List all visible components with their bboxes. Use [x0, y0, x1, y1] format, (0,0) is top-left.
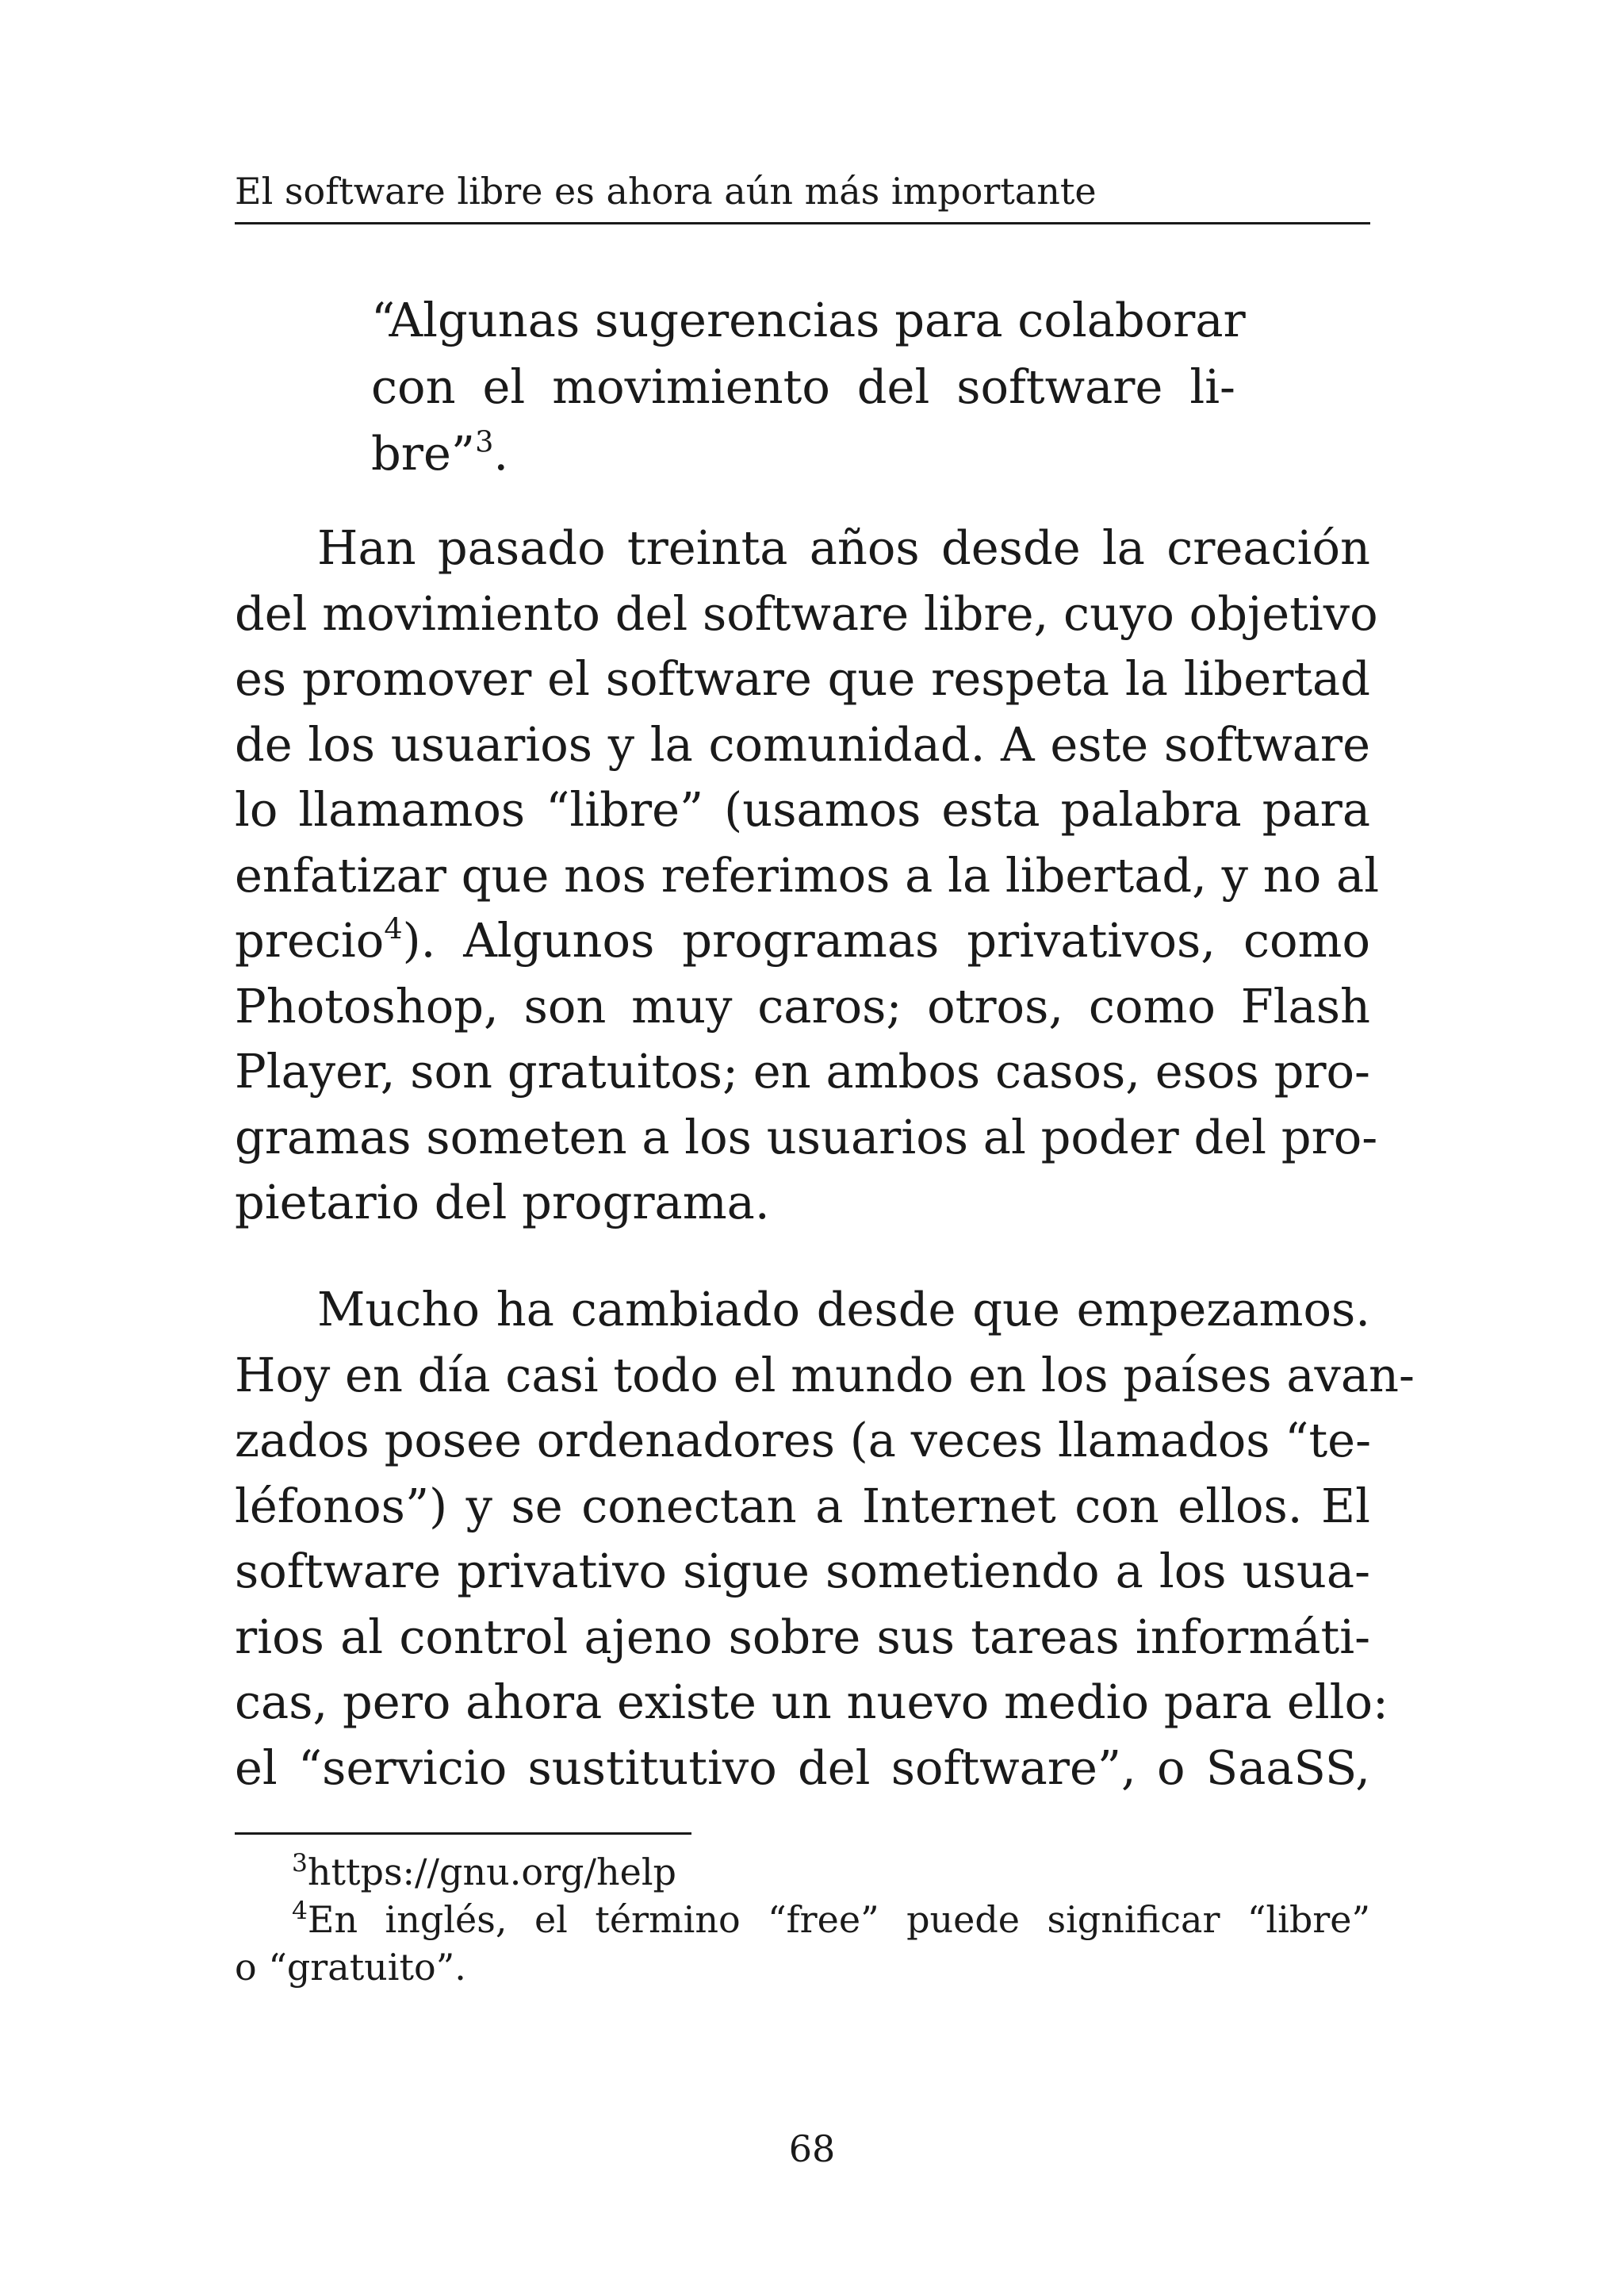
quote-line-text: bre”	[371, 426, 476, 481]
quote-line: con el movimiento del software li-	[371, 359, 1235, 414]
header-rule	[235, 222, 1370, 224]
paragraph-line: gramas someten a los usuarios al poder del pro-	[235, 1109, 1378, 1164]
footnote-link[interactable]: https://gnu.org/help	[307, 1851, 677, 1893]
paragraph-line: es promover el software que respeta la libertad	[235, 651, 1370, 706]
footnote-3	[235, 1848, 1370, 1896]
paragraph-line: software privativo sigue sometiendo a los usua-	[235, 1544, 1370, 1598]
paragraph-line: Han pasado treinta años desde la creación	[317, 520, 1370, 575]
footnote-4	[235, 1896, 1370, 1943]
paragraph-2	[235, 1277, 1415, 1801]
paragraph-line: Hoy en día casi todo el mundo en los países avan-	[235, 1347, 1415, 1402]
paragraph-line: lo llamamos “libre” (usamos esta palabra para	[235, 782, 1370, 837]
footnote-mark: 3	[292, 1848, 308, 1878]
paragraph-line-text: precio	[235, 913, 385, 968]
quote-line	[371, 420, 1235, 487]
paragraph-line: del movimiento del software libre, cuyo objetivo	[235, 585, 1378, 641]
paragraph-line: de los usuarios y la comunidad. A este software	[235, 716, 1370, 772]
quote-block	[371, 287, 1246, 487]
paragraph-line: léfonos”) y se conectan a Internet con ellos. El	[235, 1478, 1370, 1533]
paragraph-line: zados posee ordenadores (a veces llamados “te-	[235, 1413, 1372, 1467]
quote-trailing-period: .	[493, 426, 509, 481]
paragraph-line	[235, 908, 1370, 974]
paragraph-line: Mucho ha cambiado desde que empezamos.	[317, 1282, 1370, 1337]
paragraph-line: pietario del programa.	[235, 1175, 770, 1229]
footnote-ref-3[interactable]: 3	[475, 424, 494, 459]
footnote-ref-4[interactable]: 4	[384, 911, 403, 946]
paragraph-line: el “servicio sustitutivo del software”, o SaaSS,	[235, 1740, 1370, 1795]
paragraph-line: Photoshop, son muy caros; otros, como Flash	[235, 978, 1370, 1034]
quote-line: “Algunas sugerencias para colaborar	[371, 293, 1246, 347]
footnotes	[235, 1848, 1370, 1991]
paragraph-line-text: ). Algunos programas privativos, como	[402, 913, 1370, 968]
footnote-text: En inglés, el término “free” puede significar “libre”	[307, 1898, 1370, 1941]
running-head: El software libre es ahora aún más importante	[235, 170, 1097, 213]
footnote-4-continuation: o “gratuito”.	[235, 1946, 466, 1989]
page-number: 68	[788, 2127, 836, 2170]
paragraph-1	[235, 516, 1380, 1236]
footnote-mark: 4	[292, 1896, 308, 1925]
paragraph-line: Player, son gratuitos; en ambos casos, esos pro-	[235, 1044, 1370, 1099]
paragraph-line: rios al control ajeno sobre sus tareas informáti-	[235, 1609, 1370, 1664]
paragraph-line: cas, pero ahora existe un nuevo medio para ello:	[235, 1674, 1388, 1729]
footnote-rule	[235, 1832, 691, 1835]
paragraph-line: enfatizar que nos referimos a la libertad, y no al	[235, 847, 1380, 903]
